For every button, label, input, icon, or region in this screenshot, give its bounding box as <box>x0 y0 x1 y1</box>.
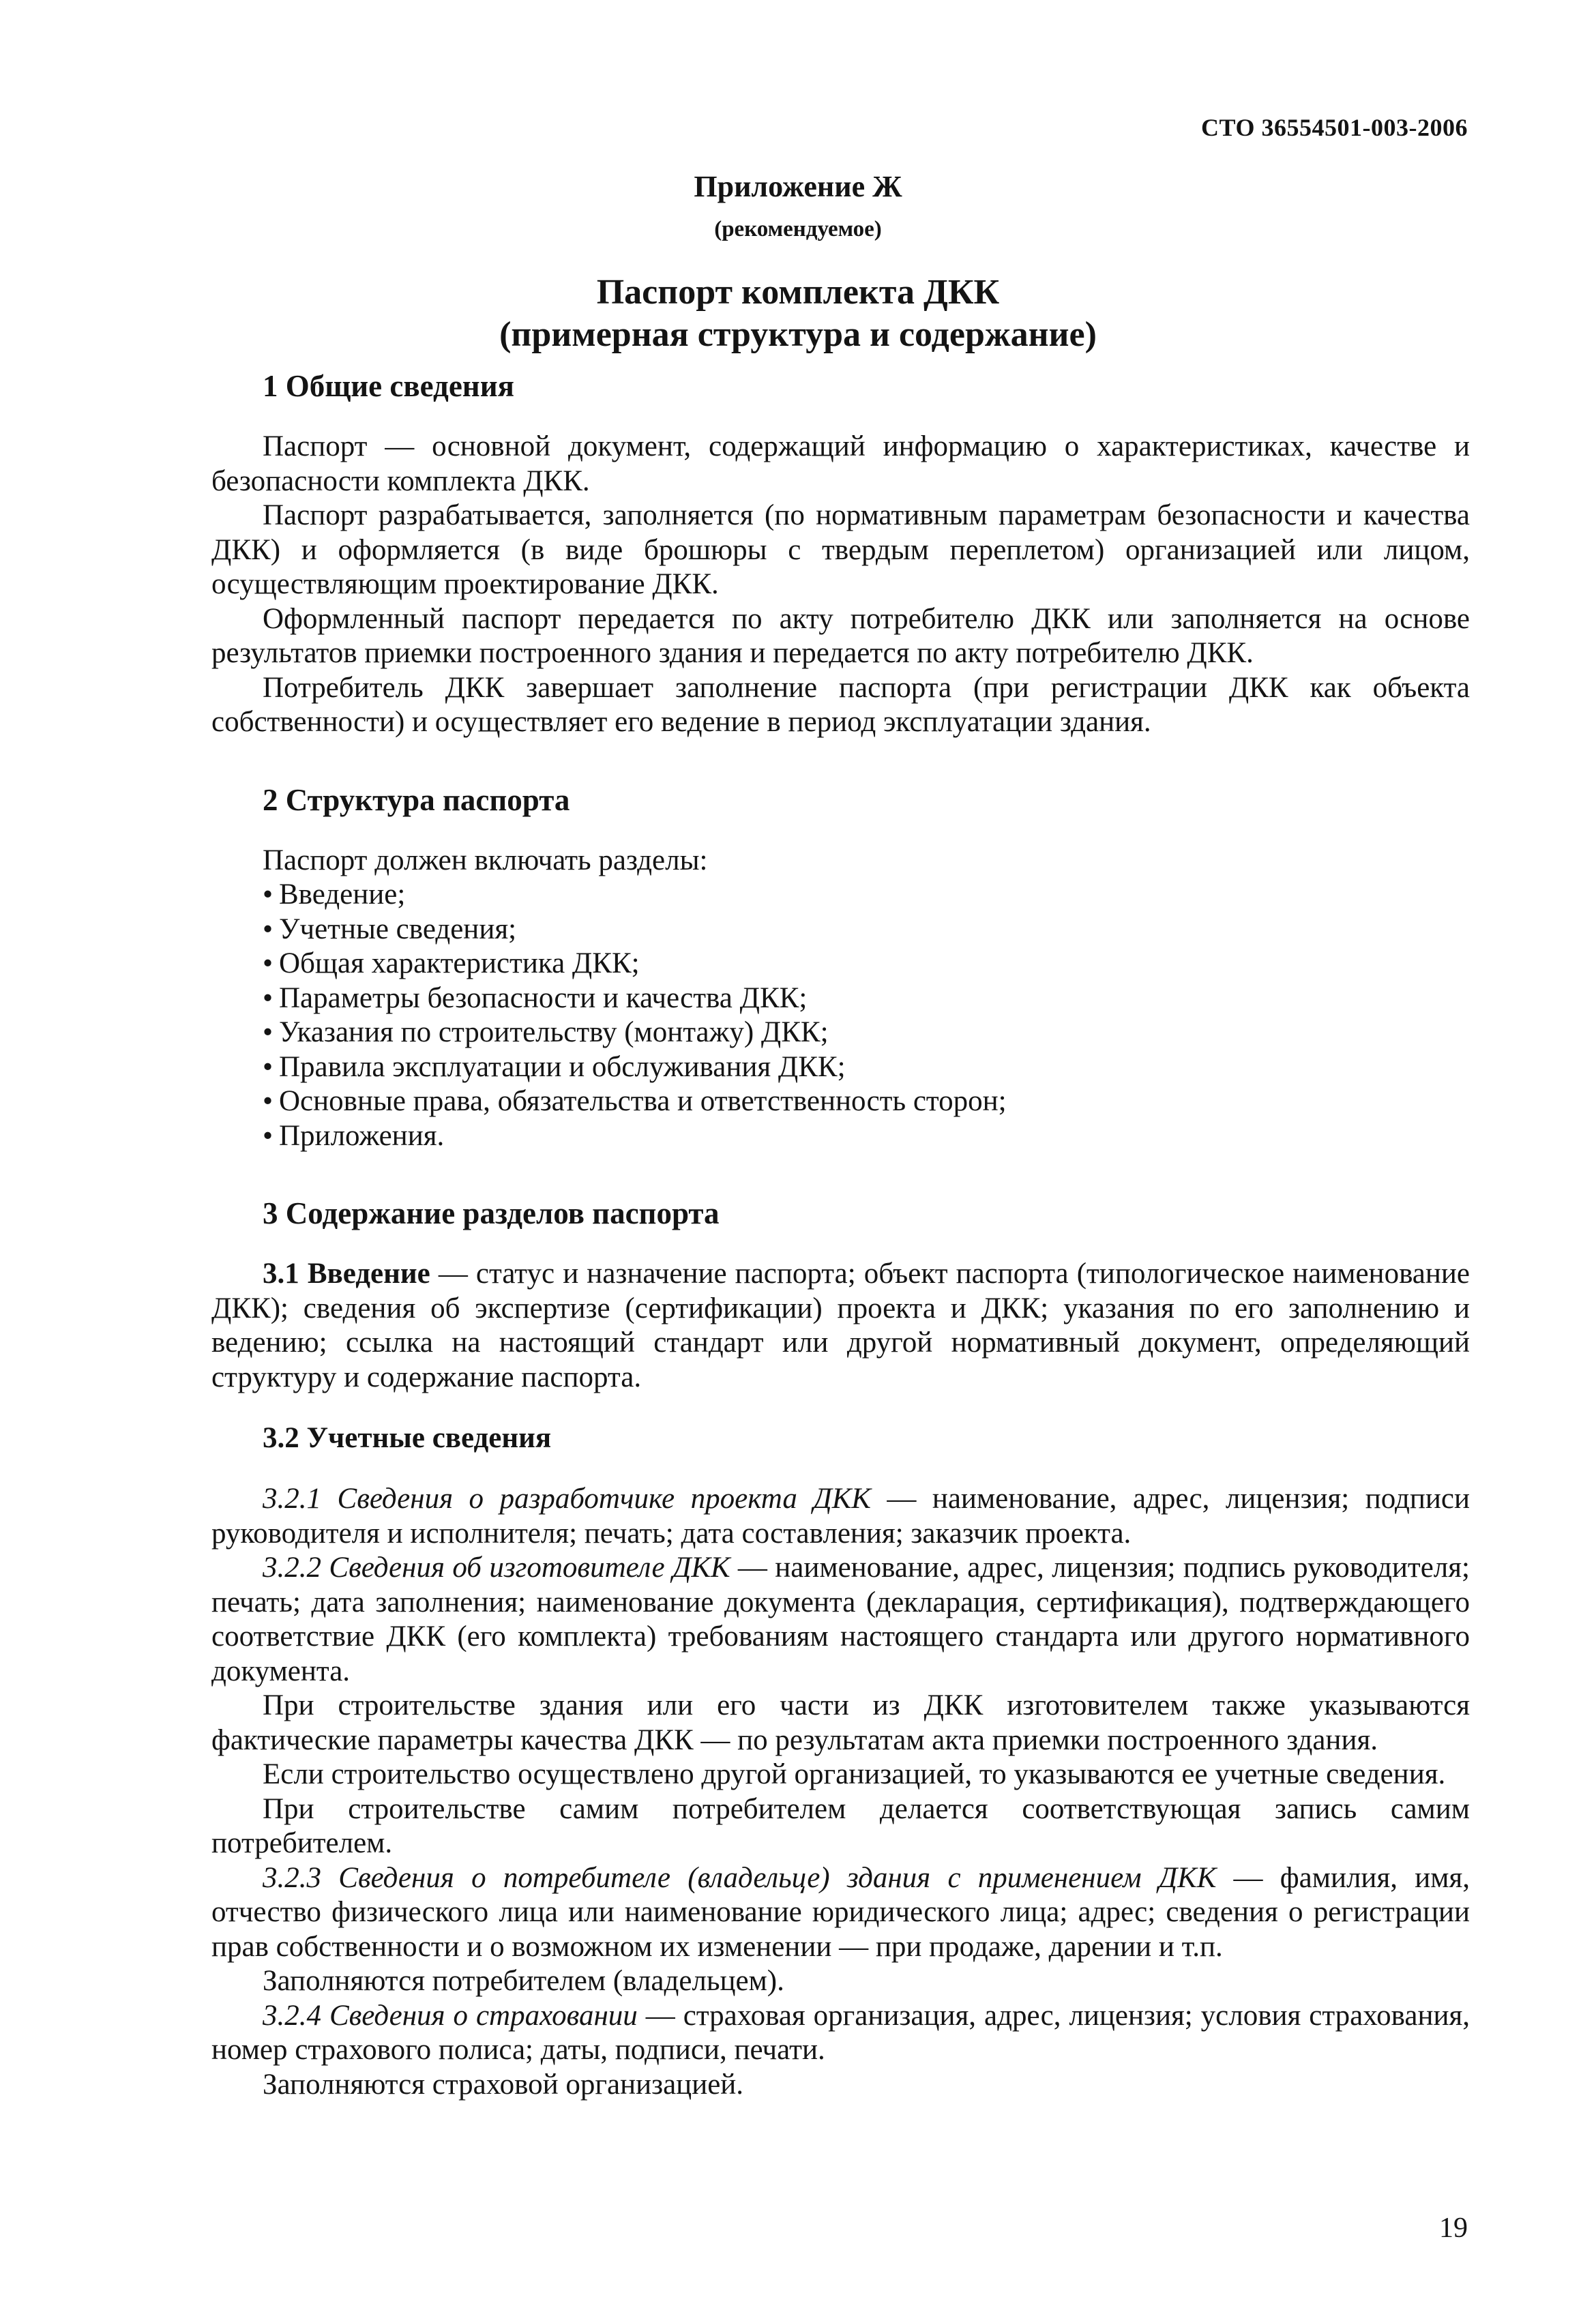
bullet-mark: • <box>263 947 274 979</box>
main-title-line-2: (примерная структура и содержание) <box>499 315 1097 354</box>
main-title-line-1: Паспорт комплекта ДКК <box>596 273 1000 312</box>
section-2-heading: 2 Структура паспорта <box>263 782 570 817</box>
section-3-2-2-paragraph-2: При строительстве здания или его части из ДКК изготовителем также указываются фактические параметры качества ДКК — по результатам акта приемки построенного здания. <box>211 1689 1470 1756</box>
list-item <box>263 1016 1470 1050</box>
list-item-text: Введение; <box>279 878 406 910</box>
section-3-2-2-text: — наименование, адрес, лицензия; подпись руководителя; печать; дата заполнения; наименование документа (декларация, сертификация), подтверждающего соответствие ДКК (его комплекта) требованиям настоящего стандарта или другого нормативного документа. <box>211 1552 1470 1687</box>
section-3-2-3-paragraph-2: Заполняются потребителем (владельцем). <box>263 1965 784 1997</box>
section-3-2-1-text: — наименование, адрес, лицензия; подписи руководителя и исполнителя; печать; дата составления; заказчик проекта. <box>211 1483 1470 1550</box>
list-item <box>263 981 1470 1016</box>
list-item-text: Параметры безопасности и качества ДКК; <box>279 981 808 1014</box>
section-3-2-3-term: 3.2.3 Сведения о потребителе (владельце) здания с применением ДКК <box>263 1861 1217 1894</box>
section-3-2-2-term: 3.2.2 Сведения об изготовителе ДКК <box>263 1552 730 1584</box>
section-3-2-3-text: — фамилия, имя, отчество физического лица или наименование юридического лица; адрес; сведения о регистрации прав собственности и о возможном их изменении — при продаже, дарении и т.п. <box>211 1861 1470 1963</box>
section-1-heading: 1 Общие сведения <box>263 369 514 403</box>
section-3-2-4-text: — страховая организация, адрес, лицензия; условия страхования, номер страхового полиса; даты, подписи, печати. <box>211 1999 1471 2066</box>
appendix-kind: (рекомендуемое) <box>714 217 882 241</box>
section-3-2-4-term: 3.2.4 Сведения о страховании <box>263 1999 638 2032</box>
section-3-2-2-paragraph <box>211 1551 1470 1689</box>
section-3-2-2-paragraph-4: При строительстве самим потребителем делается соответствующая запись самим потребителем. <box>211 1792 1470 1859</box>
bullet-mark: • <box>263 1085 274 1117</box>
list-item <box>263 913 1470 947</box>
page-number: 19 <box>1439 2212 1468 2244</box>
section-3-2-2-paragraph-3: Если строительство осуществлено другой организацией, то указываются ее учетные сведения. <box>263 1758 1446 1790</box>
section-3-1-term: 3.1 Введение <box>263 1258 430 1290</box>
bullet-mark: • <box>263 913 274 945</box>
section-2-intro: Паспорт должен включать разделы: <box>263 844 708 876</box>
list-item <box>263 1119 1470 1154</box>
document-code: СТО 36554501-003-2006 <box>1200 114 1468 141</box>
list-item-text: Правила эксплуатации и обслуживания ДКК; <box>279 1050 846 1083</box>
list-item <box>263 947 1470 981</box>
bullet-mark: • <box>263 981 274 1014</box>
main-title <box>0 271 1596 356</box>
section-1-paragraph-1: Паспорт — основной документ, содержащий информацию о характеристиках, качестве и безопасности комплекта ДКК. <box>211 430 1470 497</box>
bullet-mark: • <box>263 1119 274 1152</box>
list-item-text: Основные права, обязательства и ответственность сторон; <box>279 1085 1007 1117</box>
section-3-1-paragraph <box>211 1257 1470 1395</box>
section-3-2-3-paragraph <box>211 1861 1470 1965</box>
section-3-2-4-paragraph <box>211 1999 1470 2068</box>
section-3-2-heading: 3.2 Учетные сведения <box>263 1422 552 1454</box>
section-1-paragraph-2: Паспорт разрабатывается, заполняется (по нормативным параметрам безопасности и качества ДКК) и оформляется (в виде брошюры с твердым переплетом) организацией или лицом, осуществляющим проектирование ДКК. <box>211 499 1470 600</box>
section-3-2-4-paragraph-2: Заполняются страховой организацией. <box>263 2068 744 2101</box>
list-item <box>263 1084 1470 1119</box>
document-body <box>211 367 1470 2102</box>
section-3-2-1-term: 3.2.1 Сведения о разработчике проекта ДКК <box>263 1483 871 1515</box>
section-1-paragraph-3: Оформленный паспорт передается по акту потребителю ДКК или заполняется на основе результатов приемки построенного здания и передается по акту потребителю ДКК. <box>211 602 1470 669</box>
section-3-2-1-paragraph <box>211 1482 1470 1551</box>
section-2-list <box>211 878 1470 1153</box>
bullet-mark: • <box>263 1016 274 1048</box>
bullet-mark: • <box>263 1050 274 1083</box>
bullet-mark: • <box>263 878 274 910</box>
section-3-heading: 3 Содержание разделов паспорта <box>263 1196 720 1230</box>
list-item-text: Общая характеристика ДКК; <box>279 947 640 979</box>
section-3-1-text: — статус и назначение паспорта; объект паспорта (типологическое наименование ДКК); сведения об экспертизе (сертификации) проекта и ДКК; указания по его заполнению и ведению; ссылка на настоящий стандарт или другой нормативный документ, определяющий структуру и содержание паспорта. <box>211 1258 1470 1393</box>
list-item-text: Учетные сведения; <box>279 913 517 945</box>
section-1-paragraph-4: Потребитель ДКК завершает заполнение паспорта (при регистрации ДКК как объекта собственности) и осуществляет его ведение в период эксплуатации здания. <box>211 671 1470 738</box>
list-item <box>263 878 1470 913</box>
list-item-text: Указания по строительству (монтажу) ДКК; <box>279 1016 829 1048</box>
appendix-title: Приложение Ж <box>694 170 902 203</box>
list-item <box>263 1050 1470 1085</box>
list-item-text: Приложения. <box>279 1119 445 1152</box>
